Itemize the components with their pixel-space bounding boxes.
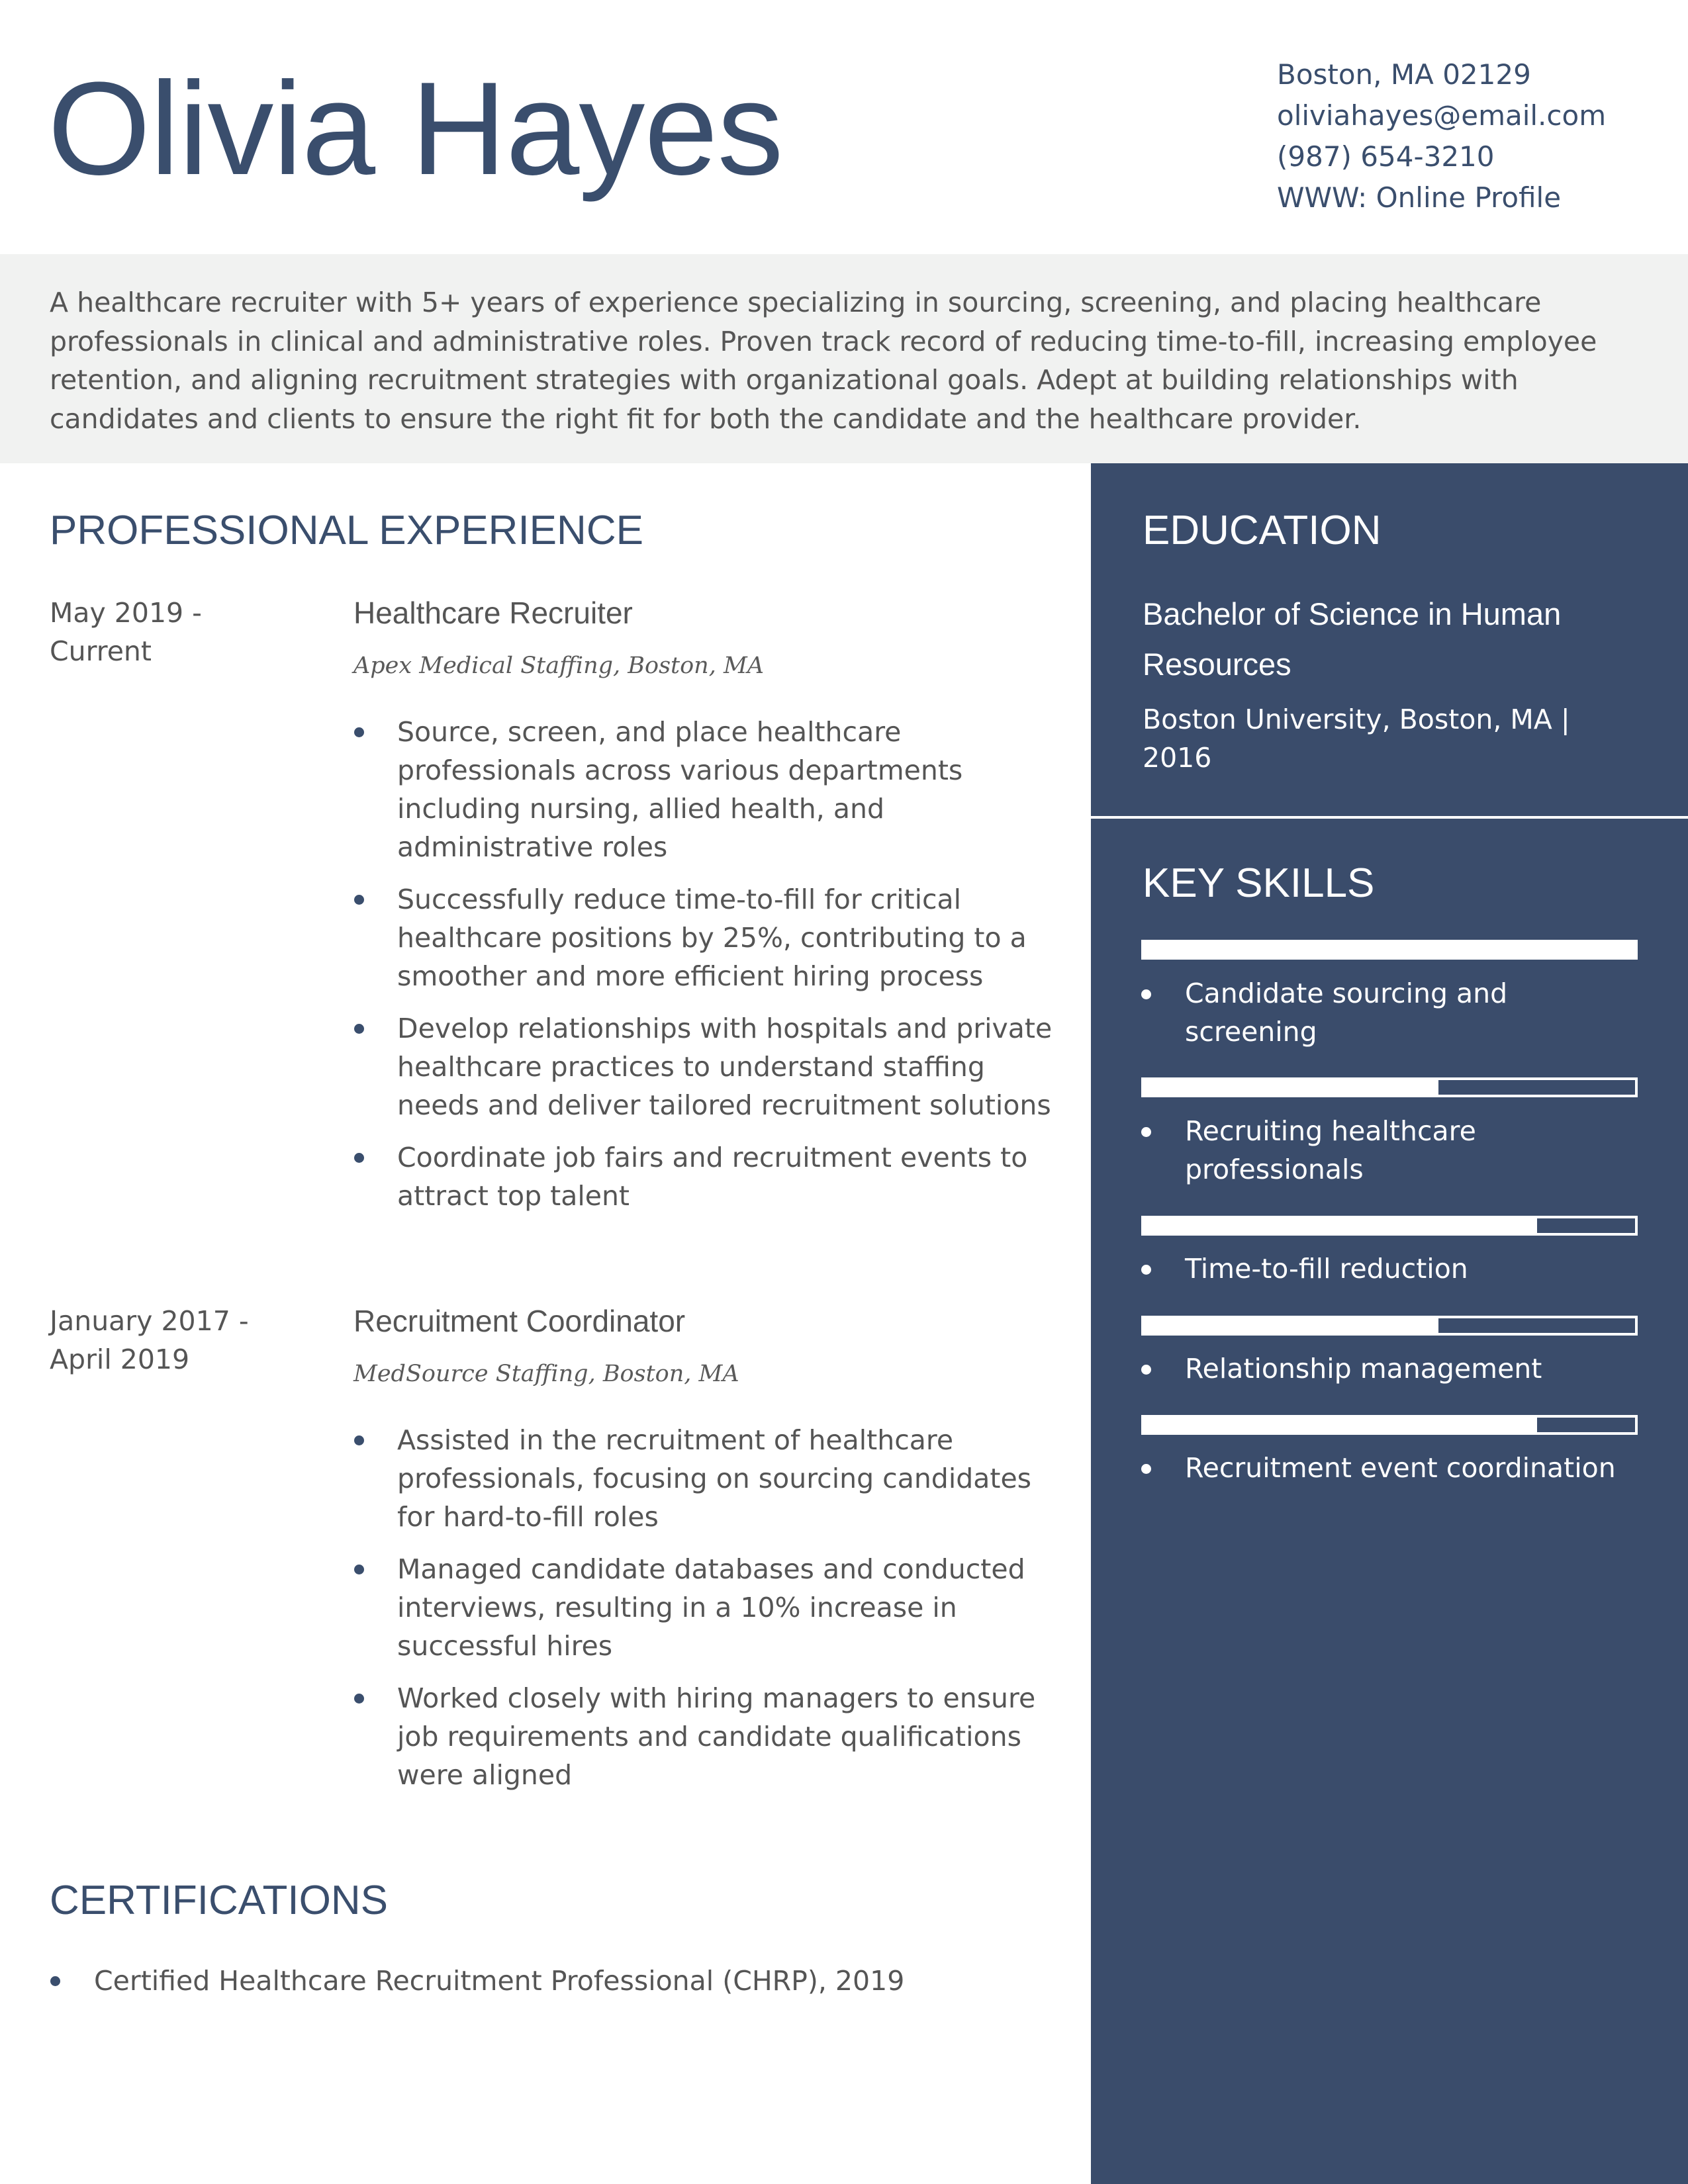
skill-level-fill bbox=[1144, 1318, 1438, 1333]
job-bullet: Coordinate job fairs and recruitment events to attract top talent bbox=[353, 1138, 1055, 1215]
education-degree: Bachelor of Science in Human Resources bbox=[1143, 596, 1562, 682]
skill-level-fill bbox=[1144, 1418, 1537, 1432]
certifications-heading: CERTIFICATIONS bbox=[50, 1878, 388, 1923]
skill-level-fill bbox=[1144, 1218, 1537, 1233]
sidebar bbox=[1091, 463, 1688, 2184]
contact-block bbox=[1277, 54, 1674, 218]
job-bullet: Successfully reduce time-to-fill for critical healthcare positions by 25%, contributing to a smoother and more efficient hiring process bbox=[353, 880, 1055, 995]
skill-item: Candidate sourcing and screening bbox=[1141, 974, 1644, 1051]
skill-level-bar bbox=[1141, 1077, 1638, 1097]
job-bullet: Managed candidate databases and conducted interviews, resulting in a 10% increase in successful hires bbox=[353, 1550, 1055, 1665]
job-bullet: Worked closely with hiring managers to ensure job requirements and candidate qualifications were aligned bbox=[353, 1679, 1055, 1794]
skill-item: Relationship management bbox=[1141, 1349, 1644, 1388]
skill-level-bar bbox=[1141, 1316, 1638, 1336]
job-dates: May 2019 - Current bbox=[50, 597, 202, 667]
education-heading: EDUCATION bbox=[1143, 508, 1382, 553]
job-bullets bbox=[353, 713, 1055, 1229]
summary-text: A healthcare recruiter with 5+ years of experience specializing in sourcing, screening, and placing healthcare professionals in clinical and administrative roles. Proven track record of reducing time-to-fill, increasing employee retention, and aligning recruitment strategies with organizational goals. Adept at building relationships with candidates and clients to ensure the right fit for both the candidate and the healthcare provider. bbox=[50, 287, 1597, 435]
job-title: Healthcare Recruiter bbox=[353, 596, 633, 630]
section-divider bbox=[1091, 816, 1688, 819]
resume-header bbox=[0, 0, 1688, 254]
skill-item: Time-to-fill reduction bbox=[1141, 1250, 1644, 1288]
skill-level-fill bbox=[1144, 1080, 1438, 1095]
job-bullets bbox=[353, 1421, 1055, 1808]
contact-email[interactable]: oliviahayes@email.com bbox=[1277, 99, 1607, 132]
skill-level-fill bbox=[1144, 942, 1635, 957]
skill-level-bar bbox=[1141, 1415, 1638, 1435]
skill-level-bar bbox=[1141, 1216, 1638, 1236]
contact-website[interactable]: WWW: Online Profile bbox=[1277, 181, 1562, 214]
contact-address: Boston, MA 02129 bbox=[1277, 58, 1531, 91]
job-dates: January 2017 - April 2019 bbox=[50, 1305, 249, 1375]
candidate-name: Olivia Hayes bbox=[48, 55, 783, 203]
contact-phone: (987) 654-3210 bbox=[1277, 140, 1495, 173]
job-bullet: Develop relationships with hospitals and private healthcare practices to understand staffing needs and deliver tailored recruitment solutions bbox=[353, 1009, 1055, 1124]
skill-level-bar bbox=[1141, 940, 1638, 960]
certification-item: Certified Healthcare Recruitment Professional (CHRP), 2019 bbox=[50, 1962, 1043, 2000]
skills-heading: KEY SKILLS bbox=[1143, 860, 1375, 906]
education-school: Boston University, Boston, MA | 2016 bbox=[1143, 704, 1570, 774]
job-company: MedSource Staffing, Boston, MA bbox=[353, 1361, 739, 1387]
certifications-list bbox=[50, 1962, 1043, 2000]
job-bullet: Source, screen, and place healthcare professionals across various departments including nursing, allied health, and administrative roles bbox=[353, 713, 1055, 866]
summary-section bbox=[0, 254, 1688, 463]
job-title: Recruitment Coordinator bbox=[353, 1304, 686, 1338]
experience-heading: PROFESSIONAL EXPERIENCE bbox=[50, 508, 643, 553]
skill-item: Recruiting healthcare professionals bbox=[1141, 1112, 1644, 1189]
job-company: Apex Medical Staffing, Boston, MA bbox=[353, 653, 765, 679]
job-bullet: Assisted in the recruitment of healthcare professionals, focusing on sourcing candidates for hard-to-fill roles bbox=[353, 1421, 1055, 1536]
skill-item: Recruitment event coordination bbox=[1141, 1449, 1644, 1487]
